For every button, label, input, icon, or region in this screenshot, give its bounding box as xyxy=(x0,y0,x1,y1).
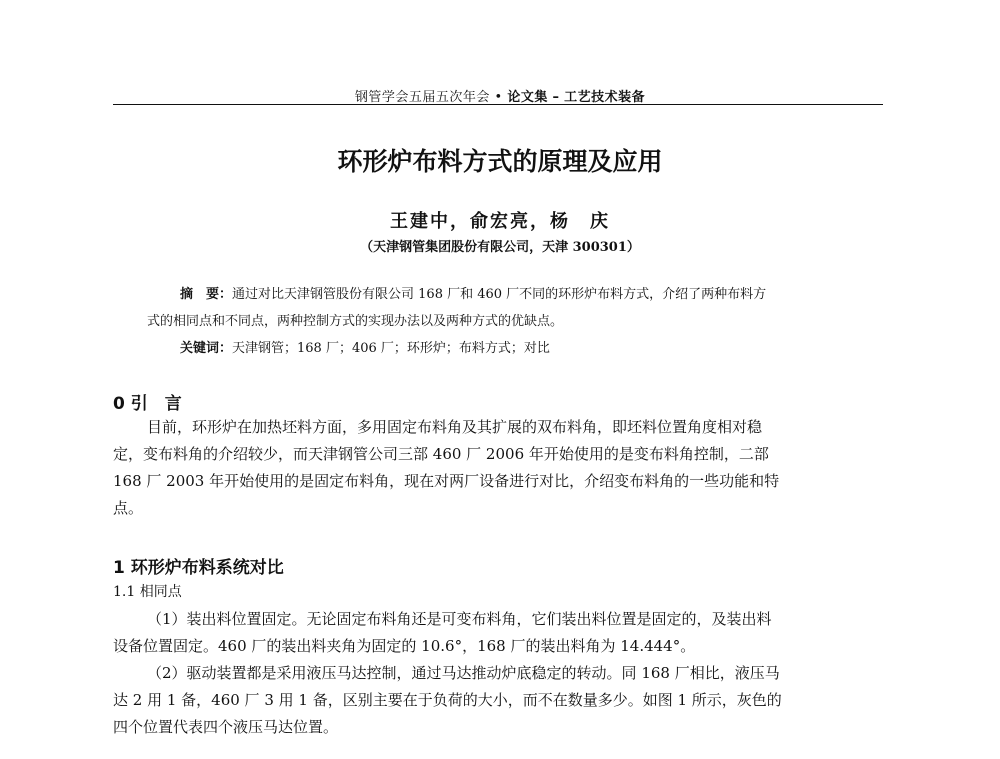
section-1-heading: 1 环形炉布料系统对比 xyxy=(113,558,284,578)
keywords xyxy=(180,337,550,356)
header-dash: – xyxy=(552,90,560,105)
collection-name: 论文集 xyxy=(507,90,548,105)
body-line: （2）驱动装置都是采用液压马达控制，通过马达推动炉底稳定的转动。同 168 厂相比，液压马 xyxy=(147,664,780,682)
body-line: 目前，环形炉在加热坯料方面，多用固定布料角及其扩展的双布料角，即坯料位置角度相对稳 xyxy=(147,418,763,436)
paper-title: 环形炉布料方式的原理及应用 xyxy=(337,147,663,176)
header-rule xyxy=(113,104,883,105)
body-line: 定，变布料角的介绍较少，而天津钢管公司三部 460 厂 2006 年开始使用的是变布料角控制，二部 xyxy=(113,445,769,463)
abstract xyxy=(180,283,766,302)
abstract-line-1: 通过对比天津钢管股份有限公司 168 厂和 460 厂不同的环形炉布料方式，介绍了两种布料方 xyxy=(232,287,767,302)
keywords-value: 天津钢管；168 厂；406 厂；环形炉；布料方式；对比 xyxy=(232,341,550,356)
track-name: 工艺技术装备 xyxy=(564,90,646,105)
keywords-label: 关键词： xyxy=(180,341,233,356)
body-line: 达 2 用 1 备，460 厂 3 用 1 备，区别主要在于负荷的大小，而不在数量多少。如图 1 所示，灰色的 xyxy=(113,691,782,709)
body-line: 168 厂 2003 年开始使用的是固定布料角，现在对两厂设备进行对比，介绍变布料角的一些功能和特 xyxy=(113,472,780,490)
subsection-1-1-heading: 1.1 相同点 xyxy=(113,584,182,600)
affiliation: （天津钢管集团股份有限公司，天津 300301） xyxy=(360,240,640,255)
conference-name: 钢管学会五届五次年会 xyxy=(354,90,490,105)
running-header xyxy=(0,86,1000,105)
header-bullet: • xyxy=(494,90,503,105)
authors: 王建中，俞宏亮，杨 庆 xyxy=(390,211,610,232)
body-line: （1）装出料位置固定。无论固定布料角还是可变布料角，它们装出料位置是固定的，及装出料 xyxy=(147,610,772,628)
body-line: 四个位置代表四个液压马达位置。 xyxy=(113,718,339,736)
body-line: 点。 xyxy=(113,499,144,517)
abstract-line-2: 式的相同点和不同点，两种控制方式的实现办法以及两种方式的优缺点。 xyxy=(147,314,564,329)
body-line: 设备位置固定。460 厂的装出料夹角为固定的 10.6°，168 厂的装出料角为 14.444°。 xyxy=(113,637,696,655)
abstract-label: 摘 要： xyxy=(180,287,233,302)
section-0-heading: 0 引 言 xyxy=(113,394,182,414)
